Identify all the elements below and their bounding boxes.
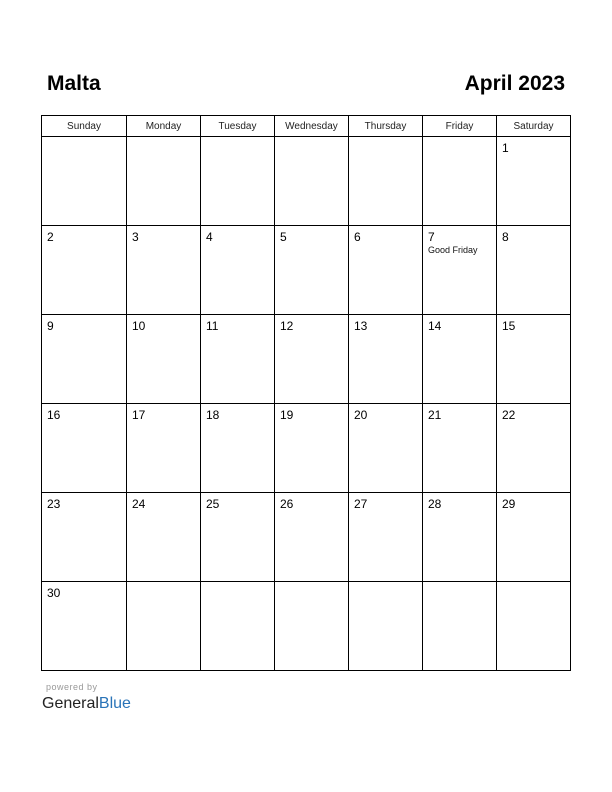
day-cell: [275, 315, 349, 404]
day-number: 4: [206, 230, 213, 244]
day-cell: [275, 404, 349, 493]
day-cell: [127, 493, 201, 582]
day-cell: [127, 404, 201, 493]
day-cell: [349, 582, 423, 671]
day-cell: [423, 404, 497, 493]
day-number: 28: [428, 497, 442, 511]
day-cell: [127, 226, 201, 315]
day-cell: [349, 404, 423, 493]
day-number: 18: [206, 408, 220, 422]
day-cell: [349, 226, 423, 315]
day-cell: [497, 404, 571, 493]
day-cell: [127, 582, 201, 671]
weekday-header: Saturday: [497, 116, 571, 137]
day-number: 21: [428, 408, 442, 422]
calendar-week-row: [42, 493, 571, 582]
day-cell: [127, 315, 201, 404]
day-cell: [127, 137, 201, 226]
day-cell: [349, 137, 423, 226]
day-cell: [275, 493, 349, 582]
day-number: 19: [280, 408, 294, 422]
brand-name-part1: General: [42, 695, 99, 712]
day-number: 1: [502, 141, 509, 155]
calendar-week-row: [42, 404, 571, 493]
day-number: 9: [47, 319, 54, 333]
day-cell: [201, 582, 275, 671]
day-number: 17: [132, 408, 146, 422]
day-number: 5: [280, 230, 287, 244]
day-cell: [42, 226, 127, 315]
weekday-header: Thursday: [349, 116, 423, 137]
weekday-header: Sunday: [42, 116, 127, 137]
day-cell: [423, 315, 497, 404]
day-cell: [497, 493, 571, 582]
day-cell: [42, 493, 127, 582]
day-cell: [201, 226, 275, 315]
calendar-week-row: [42, 582, 571, 671]
day-cell: [275, 226, 349, 315]
day-number: 23: [47, 497, 61, 511]
day-number: 29: [502, 497, 516, 511]
calendar-week-row: [42, 137, 571, 226]
day-cell: [201, 315, 275, 404]
day-cell: [423, 137, 497, 226]
calendar-grid: [41, 115, 571, 671]
footer-branding: [42, 682, 131, 715]
day-cell: [423, 493, 497, 582]
calendar-week-row: [42, 315, 571, 404]
day-number: 2: [47, 230, 54, 244]
month-title: April 2023: [464, 72, 565, 95]
day-number: 20: [354, 408, 368, 422]
calendar-week-row: [42, 226, 571, 315]
day-number: 15: [502, 319, 516, 333]
day-number: 7: [428, 230, 435, 244]
day-number: 11: [206, 319, 219, 333]
day-number: 25: [206, 497, 220, 511]
brand-logo: [42, 693, 131, 715]
weekday-header: Monday: [127, 116, 201, 137]
day-number: 16: [47, 408, 61, 422]
country-title: Malta: [47, 72, 101, 95]
holiday-label: Good Friday: [428, 245, 478, 255]
day-cell: [349, 315, 423, 404]
weekday-header-row: [42, 116, 571, 137]
day-number: 14: [428, 319, 442, 333]
day-number: 10: [132, 319, 146, 333]
day-cell: [201, 137, 275, 226]
day-number: 24: [132, 497, 146, 511]
day-cell: [42, 315, 127, 404]
day-cell: [349, 493, 423, 582]
day-cell: [497, 226, 571, 315]
day-number: 13: [354, 319, 368, 333]
day-cell: [423, 226, 497, 315]
weekday-header: Wednesday: [275, 116, 349, 137]
calendar-body: [42, 137, 571, 671]
day-cell: [423, 582, 497, 671]
day-number: 8: [502, 230, 509, 244]
powered-by-text: powered by: [46, 682, 98, 692]
day-cell: [42, 582, 127, 671]
day-cell: [42, 137, 127, 226]
day-number: 27: [354, 497, 368, 511]
day-cell: [42, 404, 127, 493]
day-cell: [201, 493, 275, 582]
day-cell: [497, 137, 571, 226]
day-cell: [201, 404, 275, 493]
day-number: 12: [280, 319, 294, 333]
day-cell: [497, 582, 571, 671]
weekday-header: Tuesday: [201, 116, 275, 137]
day-number: 3: [132, 230, 139, 244]
day-number: 30: [47, 586, 61, 600]
weekday-header: Friday: [423, 116, 497, 137]
brand-name-part2: Blue: [98, 695, 131, 712]
day-cell: [275, 137, 349, 226]
day-cell: [497, 315, 571, 404]
day-number: 26: [280, 497, 294, 511]
day-number: 22: [502, 408, 516, 422]
day-cell: [275, 582, 349, 671]
day-number: 6: [354, 230, 361, 244]
